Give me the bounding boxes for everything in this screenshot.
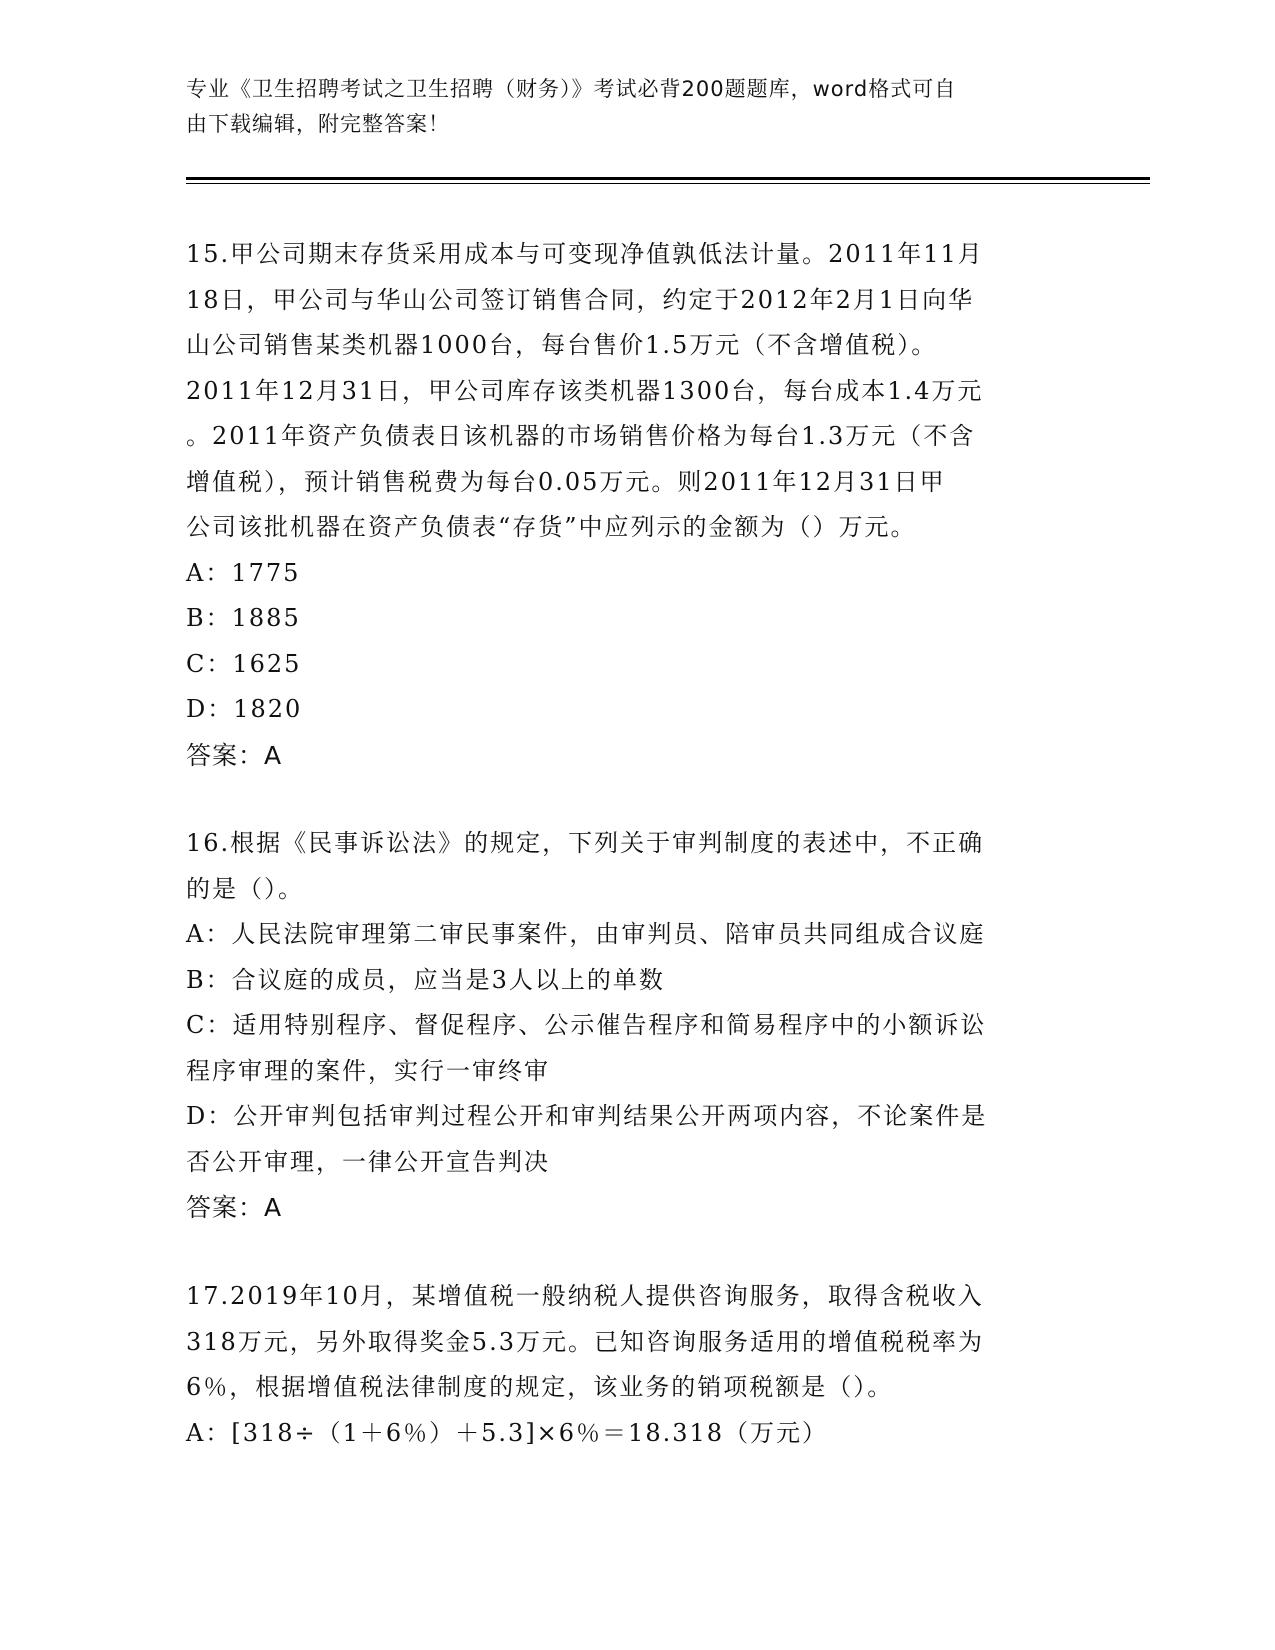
option-c-continued: 程序审理的案件，实行一审终审 bbox=[186, 1056, 550, 1085]
question-text-line: 15.甲公司期末存货采用成本与可变现净值孰低法计量。2011年11月 bbox=[186, 240, 984, 268]
option-c: C：适用特别程序、督促程序、公示催告程序和简易程序中的小额诉讼 bbox=[186, 1011, 987, 1039]
question-text-line: 。2011年资产负债表日该机器的市场销售价格为每台1.3万元（不含 bbox=[186, 422, 976, 450]
document-header bbox=[186, 72, 1086, 142]
question-text-line: 的是（）。 bbox=[186, 874, 304, 903]
question-text-line: 18日，甲公司与华山公司签订销售合同，约定于2012年2月1日向华 bbox=[186, 285, 975, 314]
question-text-line: 318万元，另外取得奖金5.3万元。已知咨询服务适用的增值税税率为 bbox=[186, 1327, 984, 1356]
question-15 bbox=[186, 232, 1086, 778]
option-b: B：合议庭的成员，应当是3人以上的单数 bbox=[186, 965, 665, 994]
question-text-line: 17.2019年10月，某增值税一般纳税人提供咨询服务，取得含税收入 bbox=[186, 1282, 984, 1310]
option-a: A：1775 bbox=[186, 558, 301, 587]
question-text-line: 2011年12月31日，甲公司库存该类机器1300台，每台成本1.4万元 bbox=[186, 376, 984, 405]
question-16 bbox=[186, 821, 1086, 1231]
option-a: A：[318÷（1＋6％）＋5.3]×6％＝18.318（万元） bbox=[186, 1418, 829, 1447]
option-b: B：1885 bbox=[186, 604, 301, 632]
question-text-line: 山公司销售某类机器1000台，每台售价1.5万元（不含增值税）。 bbox=[186, 331, 938, 359]
option-d-continued: 否公开审理，一律公开宣告判决 bbox=[186, 1147, 550, 1176]
question-text-line: 公司该批机器在资产负债表“存货”中应列示的金额为（）万元。 bbox=[186, 513, 917, 541]
question-17 bbox=[186, 1274, 1086, 1456]
question-text-line: 6％，根据增值税法律制度的规定，该业务的销项税额是（）。 bbox=[186, 1373, 894, 1401]
question-text-line: 16.根据《民事诉讼法》的规定，下列关于审判制度的表述中，不正确 bbox=[186, 829, 985, 857]
answer-line: 答案：A bbox=[186, 1193, 283, 1222]
question-text-line: 增值税），预计销售税费为每台0.05万元。则2011年12月31日甲 bbox=[186, 467, 946, 496]
header-divider-thick bbox=[186, 177, 1150, 180]
option-a: A：人民法院审理第二审民事案件，由审判员、陪审员共同组成合议庭 bbox=[186, 920, 986, 948]
answer-line: 答案：A bbox=[186, 740, 283, 770]
option-d: D：公开审判包括审判过程公开和审判结果公开两项内容，不论案件是 bbox=[186, 1102, 988, 1130]
header-divider-thin bbox=[186, 183, 1150, 184]
option-d: D：1820 bbox=[186, 695, 303, 723]
header-line-1: 专业《卫生招聘考试之卫生招聘（财务）》考试必背200题题库，word格式可自 bbox=[186, 77, 957, 101]
header-line-2: 由下载编辑，附完整答案！ bbox=[186, 112, 450, 136]
option-c: C：1625 bbox=[186, 649, 302, 678]
